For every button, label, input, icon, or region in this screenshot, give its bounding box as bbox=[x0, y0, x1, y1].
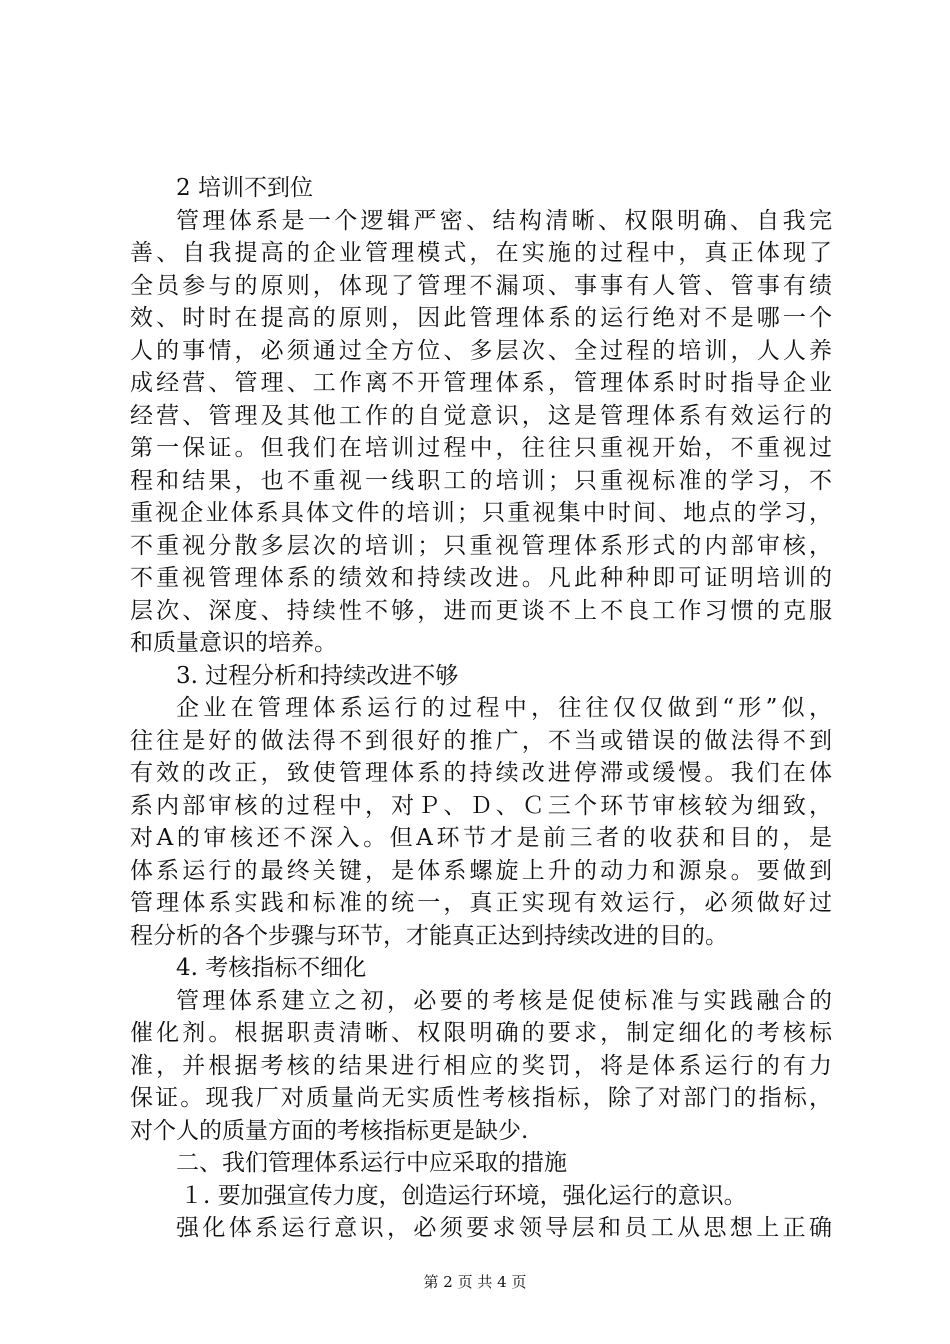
page-footer: 第 2 页 共 4 页 bbox=[423, 1273, 527, 1291]
paragraph-line: 保证。现我厂对质量尚无实质性考核指标，除了对部门的指标， bbox=[130, 1085, 832, 1111]
paragraph-line: 善、自我提高的企业管理模式，在实施的过程中，真正体现了 bbox=[130, 240, 832, 266]
paragraph-line: 催化剂。根据职责清晰、权限明确的要求，制定细化的考核标 bbox=[130, 1020, 832, 1046]
paragraph-line: 体系运行的最终关键，是体系螺旋上升的动力和源泉。要做到 bbox=[130, 857, 832, 884]
paragraph-line: 和质量意识的培养。 bbox=[130, 630, 337, 656]
paragraph-line: 准，并根据考核的结果进行相应的奖罚，将是体系运行的有力 bbox=[130, 1052, 832, 1079]
paragraph-line: 不重视管理体系的绩效和持续改进。凡此种种即可证明培训的 bbox=[130, 565, 832, 591]
paragraph-line: 有效的改正，致使管理体系的持续改进停滞或缓慢。我们在体 bbox=[130, 760, 832, 786]
paragraph-line: 程和结果，也不重视一线职工的培训；只重视标准的学习，不 bbox=[130, 467, 832, 494]
paragraph-line: 企业在管理体系运行的过程中，往往仅仅做到“形”似， bbox=[176, 695, 832, 721]
paragraph-line: 人的事情，必须通过全方位、多层次、全过程的培训，人人养 bbox=[130, 337, 832, 364]
paragraph-line: 强化体系运行意识，必须要求领导层和员工从思想上正确 bbox=[176, 1215, 832, 1241]
document-body bbox=[130, 172, 832, 1245]
section-heading: １. 要加强宣传力度，创造运行环境，强化运行的意识。 bbox=[180, 1182, 747, 1209]
section-heading: 二、我们管理体系运行中应采取的措施 bbox=[176, 1150, 567, 1176]
paragraph-line: 管理体系实践和标准的统一，真正实现有效运行，必须做好过 bbox=[130, 890, 832, 916]
paragraph-line: 重视企业体系具体文件的培训；只重视集中时间、地点的学习， bbox=[130, 500, 832, 526]
paragraph-line: 管理体系是一个逻辑严密、结构清晰、权限明确、自我完 bbox=[176, 207, 832, 234]
paragraph-line: 对A的审核还不深入。但A环节才是前三者的收获和目的，是 bbox=[130, 825, 832, 851]
paragraph-line: 往往是好的做法得不到很好的推广，不当或错误的做法得不到 bbox=[130, 727, 832, 754]
paragraph-line: 第一保证。但我们在培训过程中，往往只重视开始，不重视过 bbox=[130, 435, 832, 461]
section-heading: 4. 考核指标不细化 bbox=[176, 955, 367, 981]
section-heading: 2 培训不到位 bbox=[176, 175, 313, 201]
paragraph-line: 程分析的各个步骤与环节，才能真正达到持续改进的目的。 bbox=[130, 922, 728, 949]
paragraph-line: 系内部审核的过程中，对Ｐ、Ｄ、Ｃ三个环节审核较为细致， bbox=[130, 792, 832, 819]
paragraph-line: 效、时时在提高的原则，因此管理体系的运行绝对不是哪一个 bbox=[130, 305, 832, 331]
paragraph-line: 全员参与的原则，体现了管理不漏项、事事有人管、管事有绩 bbox=[130, 272, 832, 299]
section-heading: 3. 过程分析和持续改进不够 bbox=[176, 662, 459, 689]
paragraph-line: 对个人的质量方面的考核指标更是缺少. bbox=[130, 1117, 529, 1144]
paragraph-line: 不重视分散多层次的培训；只重视管理体系形式的内部审核， bbox=[130, 532, 832, 559]
paragraph-line: 层次、深度、持续性不够，进而更谈不上不良工作习惯的克服 bbox=[130, 597, 832, 624]
paragraph-line: 成经营、管理、工作离不开管理体系，管理体系时时指导企业 bbox=[130, 370, 832, 396]
paragraph-line: 经营、管理及其他工作的自觉意识，这是管理体系有效运行的 bbox=[130, 402, 832, 429]
paragraph-line: 管理体系建立之初，必要的考核是促使标准与实践融合的 bbox=[176, 987, 832, 1014]
